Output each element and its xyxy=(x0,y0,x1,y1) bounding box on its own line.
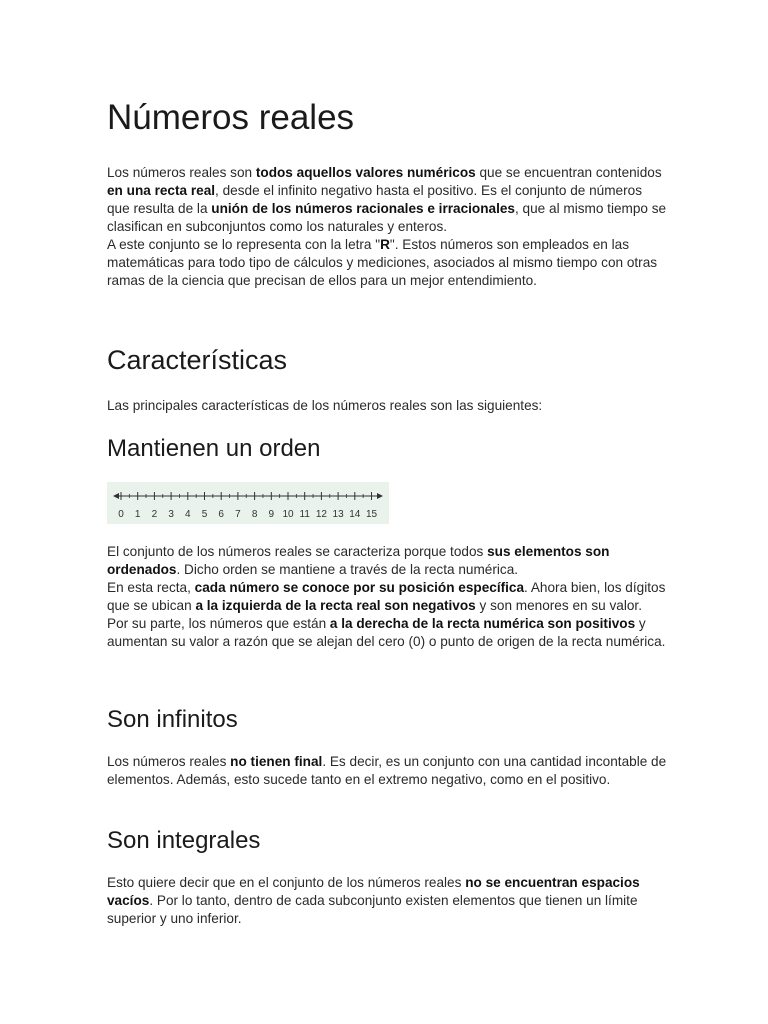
orden-paragraph-1: El conjunto de los números reales se caracteriza porque todos sus elementos son ordenados. Dicho orden se mantiene a través de la recta numérica. xyxy=(107,544,610,577)
bold-phrase: no se encuentran espacios vacíos xyxy=(107,875,640,908)
bold-phrase: sus elementos son ordenados xyxy=(107,544,610,577)
caracteristicas-lead: Las principales características de los números reales son las siguientes: xyxy=(107,398,543,413)
heading-son-integrales: Son integrales xyxy=(107,827,261,854)
number-line-label: 7 xyxy=(235,509,241,520)
number-line-label: 15 xyxy=(365,509,378,520)
heading-mantienen-orden: Mantienen un orden xyxy=(107,435,321,462)
number-line-label: 13 xyxy=(332,509,344,520)
number-line-label: 14 xyxy=(349,509,361,520)
bold-phrase: R xyxy=(380,237,390,252)
integrales-section xyxy=(107,874,667,928)
number-line-label: 5 xyxy=(201,509,208,520)
number-line-label: 8 xyxy=(251,509,258,520)
orden-section xyxy=(107,543,667,651)
number-line-label: 1 xyxy=(134,509,141,520)
bold-phrase: todos aquellos valores numéricos xyxy=(255,165,476,180)
page-title: Números reales xyxy=(107,98,355,137)
bold-phrase: cada número se conoce por su posición específica xyxy=(194,580,525,595)
bold-phrase: en una recta real xyxy=(107,183,216,198)
infinitos-paragraph: Los números reales no tienen final. Es decir, es un conjunto con una cantidad incontable de elementos. Además, esto sucede tanto en el extremo negativo, como en el positivo. xyxy=(107,754,667,787)
intro-section xyxy=(107,164,667,290)
intro-paragraph-2: A este conjunto se lo representa con la letra "R". Estos números son empleados en las matemáticas para todo tipo de cálculos y mediciones, asociados al mismo tiempo con otras ramas de la ciencia que precisan de ellos para un mejor entendimiento. xyxy=(107,237,658,288)
number-line-label: 10 xyxy=(282,509,294,520)
number-line-figure xyxy=(107,482,389,524)
number-line-svg xyxy=(107,482,389,524)
number-line-label: 3 xyxy=(168,509,174,520)
arrow-right-icon xyxy=(377,493,383,499)
bold-phrase: a la derecha de la recta numérica son positivos xyxy=(329,616,636,631)
infinitos-section xyxy=(107,753,667,789)
number-line-label: 12 xyxy=(315,509,327,520)
orden-paragraph-3: Por su parte, los números que están a la derecha de la recta numérica son positivos y aumentan su valor a razón que se alejan del cero (0) o punto de origen de la recta numérica. xyxy=(107,616,666,649)
number-line-label: 9 xyxy=(268,509,275,520)
bold-phrase: no tienen final xyxy=(230,754,323,769)
number-line-label: 0 xyxy=(118,509,124,520)
number-line-label: 11 xyxy=(299,509,310,520)
heading-son-infinitos: Son infinitos xyxy=(107,706,238,733)
intro-paragraph-1: Los números reales son todos aquellos valores numéricos que se encuentran contenidos en una recta real, desde el infinito negativo hasta el positivo. Es el conjunto de números que resulta de la unión de los números racionales e irracionales, que al mismo tiempo se clasifican en subconjuntos como los naturales y enteros. xyxy=(107,165,667,234)
number-line-label: 2 xyxy=(151,509,158,520)
bold-phrase: unión de los números racionales e irracionales xyxy=(211,201,515,216)
orden-paragraph-2: En esta recta, cada número se conoce por su posición específica. Ahora bien, los dígitos que se ubican a la izquierda de la recta real son negativos y son menores en su valor. xyxy=(107,580,666,613)
bold-phrase: a la izquierda de la recta real son negativos xyxy=(195,598,476,613)
heading-caracteristicas: Características xyxy=(107,345,288,375)
integrales-paragraph: Esto quiere decir que en el conjunto de los números reales no se encuentran espacios vacíos. Por lo tanto, dentro de cada subconjunto existen elementos que tienen un límite superior y uno inferior. xyxy=(107,875,640,926)
number-line-label: 6 xyxy=(218,509,224,520)
arrow-left-icon xyxy=(113,493,119,499)
number-line-label: 4 xyxy=(185,509,191,520)
